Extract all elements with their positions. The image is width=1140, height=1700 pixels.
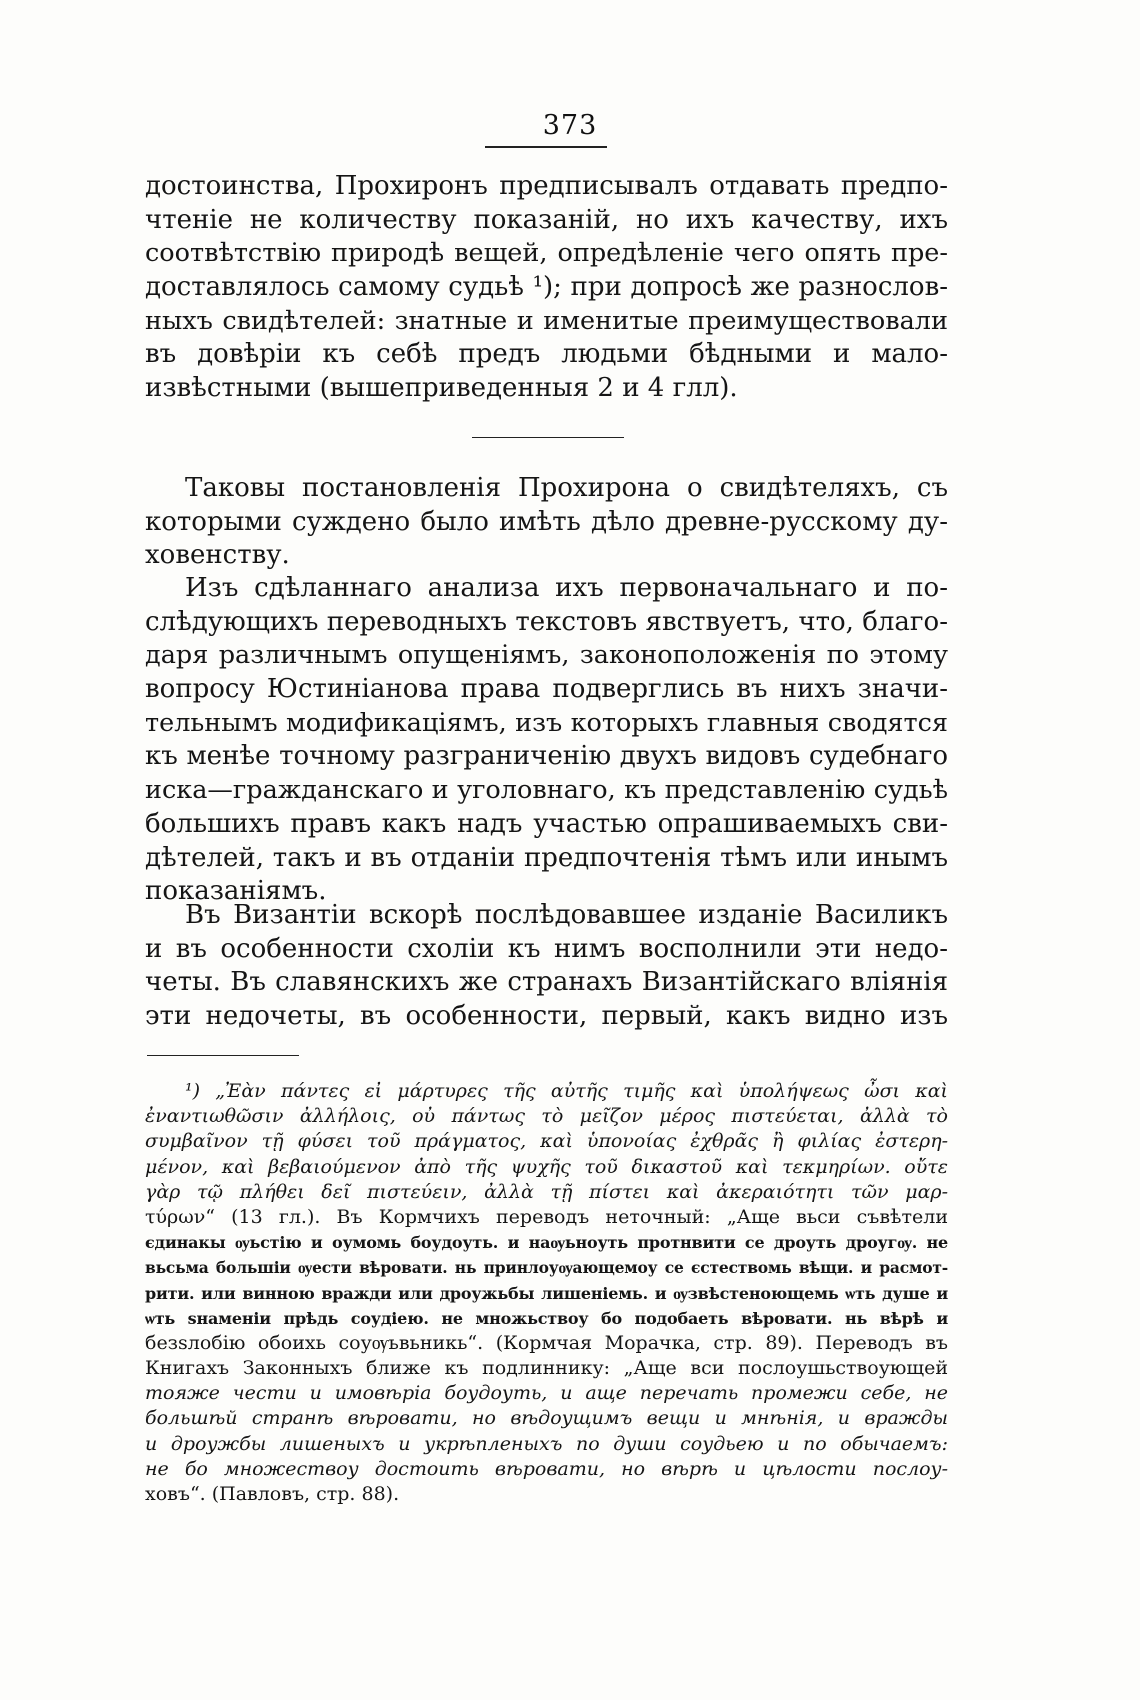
- text-line: тельнымъ модификаціямъ, изъ которыхъ главныя сводятся: [145, 707, 948, 738]
- text-line: дѣтелей, такъ и въ отданіи предпочтенія тѣмъ или инымъ: [145, 842, 948, 873]
- paragraph-1: [145, 170, 948, 406]
- footnote-line: єдинакы ѹьстію и оумомь боудоуть. и наѹьноуть протнвити се дроуть дроугѹ. не: [145, 1233, 948, 1253]
- footnote-rule: [147, 1055, 299, 1056]
- text-line: чтеніе не количеству показаній, но ихъ качеству, ихъ: [145, 204, 948, 235]
- footnote-line: συμβαῖνον τῇ φύσει τοῦ πράγματος, καὶ ὑπονοίας ἐχθρᾶς ἢ φιλίας ἐστερη-: [145, 1130, 948, 1153]
- text-line: Въ Византіи вскорѣ послѣдовавшее изданіе Василикъ: [185, 900, 948, 930]
- text-line: Изъ сдѣланнаго анализа ихъ первоначальнаго и по-: [185, 573, 948, 603]
- footnote-line: большѣй странѣ вѣровати, но вѣдоущимъ вещи и мнѣнія, и вражды: [145, 1407, 948, 1430]
- section-divider: [472, 437, 624, 438]
- footnote-line: ἐναντιωθῶσιν ἀλλήλοις, οὐ πάντως τὸ μεῖζον μέρος πιστεύεται, ἀλλὰ τὸ: [145, 1105, 948, 1128]
- footnote-line: не бо множествоу достоить вѣровати, но вѣрѣ и цѣлости послоу-: [145, 1457, 948, 1480]
- text-line: показаніямъ.: [145, 876, 327, 907]
- text-line: и въ особенности схоліи къ нимъ восполнили эти недо-: [145, 933, 948, 964]
- footnote-line: μένον, καὶ βεβαιούμενον ἀπὸ τῆς ψυχῆς τοῦ δικαστοῦ καὶ τεκμηρίων. οὔτε: [145, 1155, 948, 1178]
- footnote-line: ѡть ѕнаменіи прѣдь соудіею. не множьствоу бо подобаеть вѣровати. нь вѣрѣ и: [145, 1308, 948, 1328]
- text-line: извѣстными (вышеприведенныя 2 и 4 глл).: [145, 373, 738, 404]
- text-line: которыми суждено было имѣть дѣло древне-русскому ду-: [145, 506, 948, 537]
- text-line: большихъ правъ какъ надъ участью опрашиваемыхъ сви-: [145, 808, 948, 839]
- text-line: достоинства, Прохиронъ предписывалъ отдавать предпо-: [145, 171, 948, 201]
- text-line: даря различнымъ опущеніямъ, законоположенія по этому: [145, 640, 948, 671]
- footnote: [145, 1079, 948, 1507]
- text-line: ныхъ свидѣтелей: знатные и именитые преимуществовали: [145, 305, 948, 336]
- footnote-line: рити. или винною вражди или дроужьбы лишеніемь. и ѹзвѣстеноющемь ѡть душе и: [145, 1283, 948, 1303]
- text-line: доставлялось самому судьѣ ¹); при допросѣ же разнослов-: [145, 272, 948, 303]
- footnote-line: ховъ“. (Павловъ, стр. 88).: [145, 1483, 400, 1505]
- paragraph-2: [145, 472, 948, 573]
- page-number: 373: [542, 110, 598, 141]
- text-line: слѣдующихъ переводныхъ текстовъ явствуетъ, что, благо-: [145, 606, 948, 637]
- text-line: иска—гражданскаго и уголовнаго, къ представленію судьѣ: [145, 775, 948, 806]
- text-line: къ менѣе точному разграниченію двухъ видовъ судебнаго: [145, 741, 948, 772]
- text-line: соотвѣтствію природѣ вещей, опредѣленіе чего опять пре-: [145, 238, 948, 269]
- footnote-line: тояже чести и имовѣріа боудоуть, и аще перечать промежи себе, не: [145, 1382, 948, 1405]
- paragraph-4: [145, 899, 948, 1034]
- footnote-line: γὰρ τῷ πλήθει δεῖ πιστεύειν, ἀλλὰ τῇ πίστει καὶ ἀκεραιότητι τῶν μαρ-: [145, 1180, 948, 1203]
- text-line: четы. Въ славянскихъ же странахъ Византійскаго вліянія: [145, 967, 948, 998]
- text-line: эти недочеты, въ особенности, первый, какъ видно изъ: [145, 1001, 948, 1032]
- text-line: въ довѣріи къ себѣ предъ людьми бѣдными и мало-: [145, 339, 948, 370]
- text-line: ховенству.: [145, 540, 290, 571]
- footnote-line: τύρων“ (13 гл.). Въ Кормчихъ переводъ неточный: „Аще вьси съвѣтели: [145, 1205, 948, 1228]
- header-rule: [485, 146, 607, 148]
- paragraph-3: [145, 572, 948, 909]
- footnote-line: безѕлобію обоихь соуѹьвьникь“. (Кормчая Морачка, стр. 89). Переводъ въ: [145, 1331, 948, 1354]
- footnote-line: вьсьма большіи ѹести вѣровати. нь принлоуѹающемоу се єстествомь вѣщи. и расмот-: [145, 1258, 948, 1278]
- text-line: Таковы постановленія Прохирона о свидѣтеляхъ, съ: [185, 473, 948, 503]
- text-line: вопросу Юстиніанова права подверглись въ нихъ значи-: [145, 674, 948, 705]
- footnote-line: и дроужбы лишеныхъ и укрѣпленыхъ по души соудьею и по обычаемъ:: [145, 1432, 948, 1455]
- footnote-line: Книгахъ Законныхъ ближе къ подлиннику: „Аще вси послоушьствоующей: [145, 1357, 948, 1380]
- footnote-line: ¹) „Ἐὰν πάντες εἰ μάρτυρες τῆς αὐτῆς τιμῆς καὶ ὑπολήψεως ὦσι καὶ: [185, 1080, 948, 1102]
